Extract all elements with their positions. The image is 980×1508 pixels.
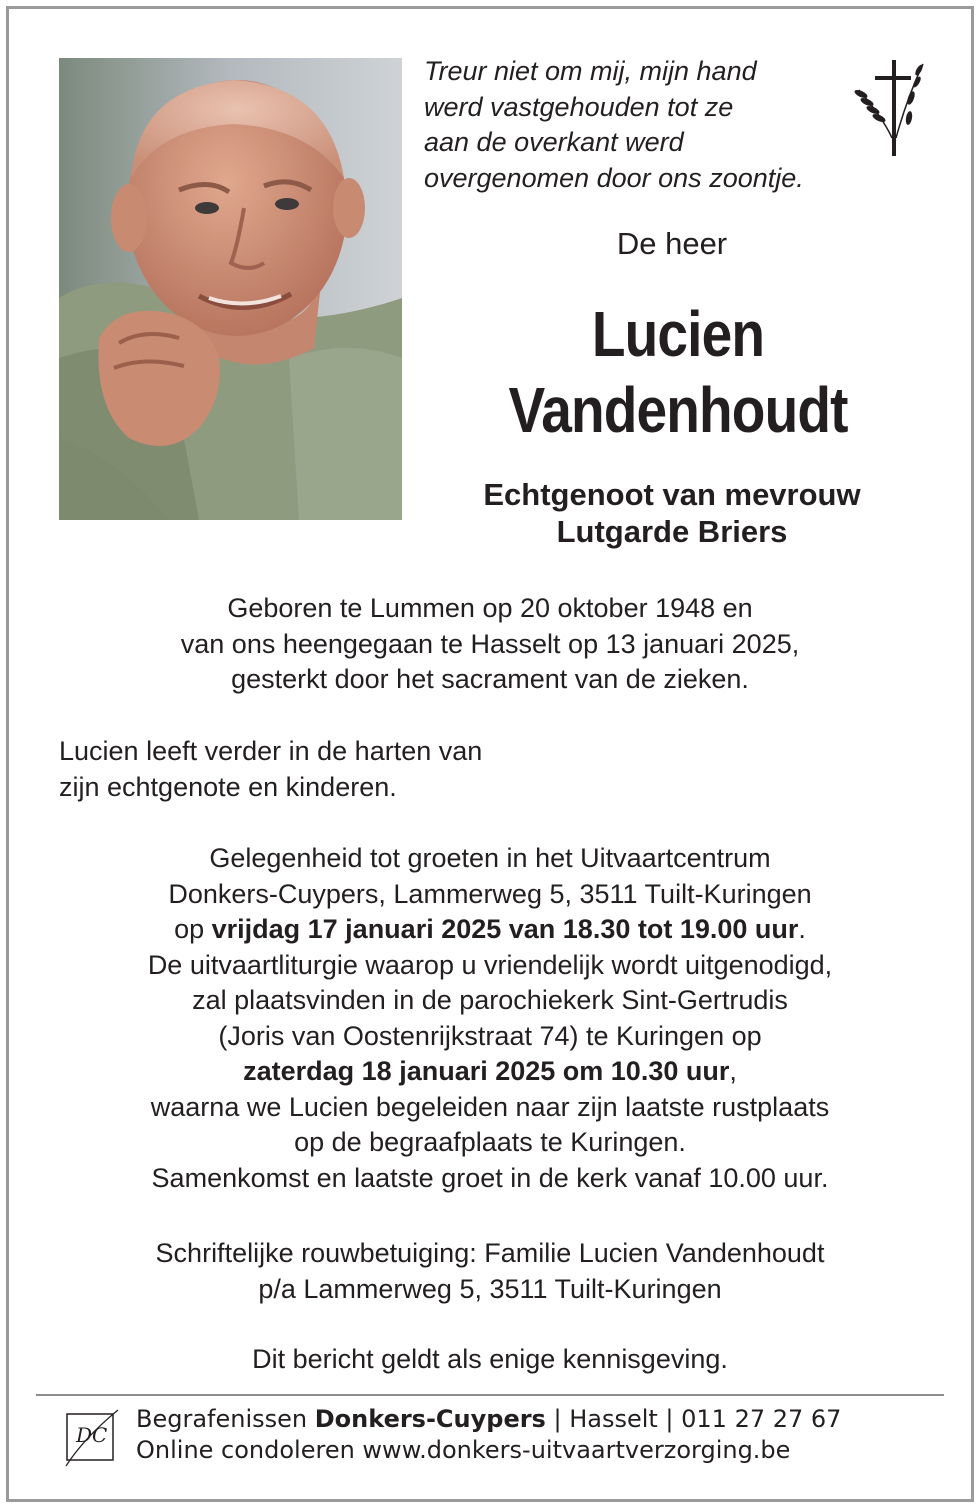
deceased-name [465, 296, 892, 448]
text-span: op [174, 914, 212, 944]
notice-line [40, 1342, 940, 1378]
spouse-name: Lutgarde Briers [556, 514, 788, 549]
text-span: , [729, 1056, 737, 1086]
birth-death-block [40, 591, 940, 698]
funeral-home-logo [64, 1408, 120, 1468]
visitation-line [40, 912, 940, 948]
divider [36, 1394, 944, 1396]
text-line: van ons heengegaan te Hasselt op 13 januari 2025, [180, 628, 800, 659]
footer [136, 1404, 936, 1466]
funeral-time: zaterdag 18 januari 2025 om 10.30 uur [243, 1056, 730, 1086]
text-line: op de begraafplaats te Kuringen. [294, 1127, 686, 1157]
company-location-phone: | Hasselt | 011 27 27 67 [545, 1405, 842, 1433]
portrait-photo [59, 58, 402, 520]
deceased-title: De heer [616, 226, 728, 261]
text-line: Samenkomst en laatste groet in de kerk vanaf 10.00 uur. [151, 1162, 829, 1193]
quote-line: werd vastgehouden tot ze [424, 91, 734, 122]
text-span: . [798, 914, 806, 944]
text-line: Gelegenheid tot groeten in het Uitvaartcentrum [209, 843, 771, 873]
condolence-block [40, 1236, 940, 1307]
quote-line: aan de overkant werd [424, 127, 684, 157]
text-line: waarna we Lucien begeleiden naar zijn laatste rustplaats [150, 1091, 830, 1122]
text-line: Schriftelijke rouwbetuiging: Familie Lucien Vandenhoudt [155, 1238, 825, 1268]
text-line: gesterkt door het sacrament van de zieken. [231, 664, 749, 694]
visitation-time: vrijdag 17 januari 2025 van 18.30 tot 19.00 uur [211, 914, 799, 944]
survivors-block [59, 734, 659, 805]
text-line: Lucien leeft verder in de harten van [59, 736, 483, 766]
funeral-line [40, 1054, 940, 1090]
text-line: zijn echtgenote en kinderen. [59, 771, 397, 802]
spouse-info [412, 476, 932, 550]
text-line: Geboren te Lummen op 20 oktober 1948 en [227, 593, 753, 623]
text-line: Donkers-Cuypers, Lammerweg 5, 3511 Tuilt-Kuringen [168, 878, 812, 909]
ceremony-block [40, 841, 940, 1196]
footer-company-line [136, 1404, 936, 1435]
text-line: De uitvaartliturgie waarop u vriendelijk wordt uitgenodigd, [147, 949, 833, 980]
notice-text: Dit bericht geldt als enige kennisgeving. [252, 1344, 728, 1374]
company-name: Donkers-Cuypers [314, 1405, 546, 1433]
text-line: p/a Lammerweg 5, 3511 Tuilt-Kuringen [258, 1273, 722, 1304]
text-line: zal plaatsvinden in de parochiekerk Sint-Gertrudis [192, 985, 788, 1015]
logo-letters: DC [76, 1423, 108, 1447]
footer-online-line[interactable]: Online condoleren www.donkers-uitvaartverzorging.be [136, 1436, 791, 1464]
first-name: Lucien [591, 298, 765, 370]
spouse-line: Echtgenoot van mevrouw [483, 477, 861, 512]
quote-line: Treur niet om mij, mijn hand [424, 56, 757, 86]
cross-wheat-icon [853, 58, 933, 158]
last-name: Vandenhoudt [508, 374, 848, 446]
text-span: Begrafenissen [136, 1405, 315, 1433]
text-line: (Joris van Oostenrijkstraat 74) te Kuringen op [218, 1020, 762, 1051]
memorial-quote [424, 54, 864, 196]
quote-line: overgenomen door ons zoontje. [424, 162, 804, 193]
